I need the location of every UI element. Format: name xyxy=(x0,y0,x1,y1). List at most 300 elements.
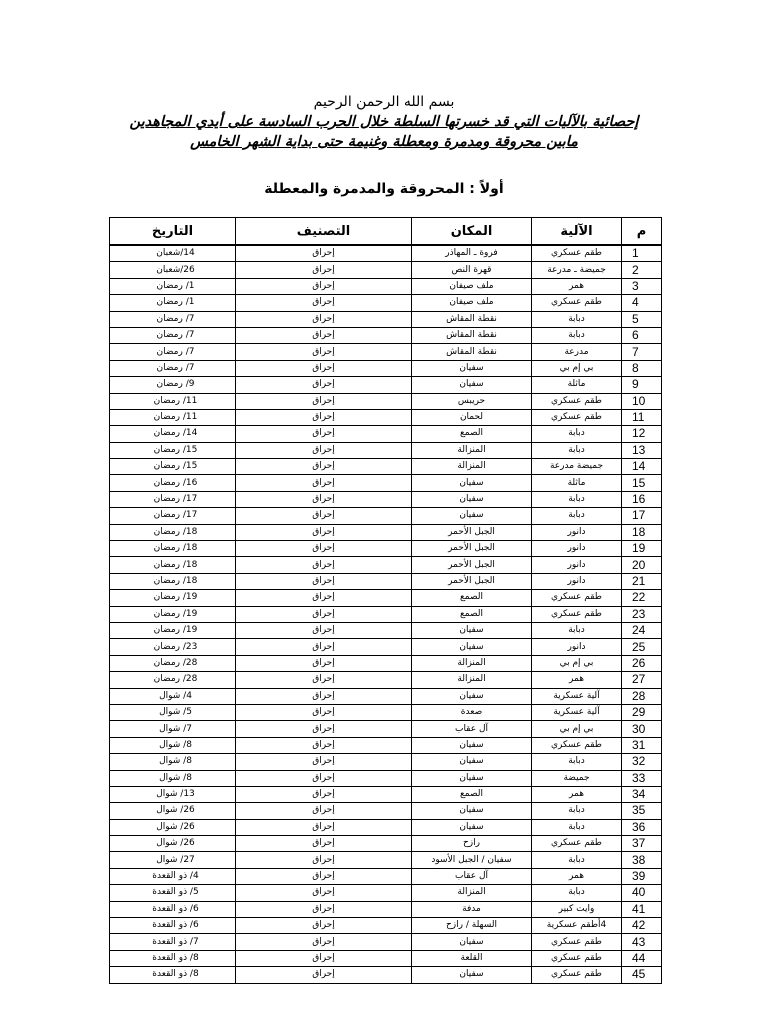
classification-cell: إحراق xyxy=(236,786,412,802)
place-cell: الجبل الأحمر xyxy=(412,524,532,540)
table-row xyxy=(110,836,662,852)
row-number-label: 16 xyxy=(632,492,646,507)
vehicle-cell: طقم عسكري xyxy=(532,590,622,606)
classification-cell: إحراق xyxy=(236,934,412,950)
table-row xyxy=(110,459,662,475)
classification-cell: إحراق xyxy=(236,541,412,557)
vehicle-cell: همر xyxy=(532,786,622,802)
row-number-label: 13 xyxy=(632,442,646,457)
date-cell: 18/ رمضان xyxy=(110,524,236,540)
place-cell: ملف صيفان xyxy=(412,295,532,311)
place-cell: حريبس xyxy=(412,393,532,409)
classification-cell: إحراق xyxy=(236,950,412,966)
classification-cell: إحراق xyxy=(236,409,412,425)
classification-cell: إحراق xyxy=(236,262,412,278)
row-number-label: 15 xyxy=(632,475,646,490)
vehicle-cell: بي إم بي xyxy=(532,360,622,376)
table-row xyxy=(110,803,662,819)
table-row xyxy=(110,278,662,294)
row-number-label: 18 xyxy=(632,524,646,539)
table-row xyxy=(110,557,662,573)
date-cell: 9/ رمضان xyxy=(110,377,236,393)
row-number-label: 10 xyxy=(632,393,646,408)
table-row xyxy=(110,327,662,343)
row-number-label: 45 xyxy=(632,967,646,982)
date-cell: 19/ رمضان xyxy=(110,622,236,638)
table-row xyxy=(110,721,662,737)
classification-cell: إحراق xyxy=(236,245,412,262)
date-cell: 26/ شوال xyxy=(110,803,236,819)
table-row xyxy=(110,508,662,524)
place-cell: الصمع xyxy=(412,426,532,442)
date-cell: 15/ رمضان xyxy=(110,459,236,475)
row-number xyxy=(622,262,662,278)
row-number-label: 34 xyxy=(632,787,646,802)
classification-cell: إحراق xyxy=(236,590,412,606)
table-row xyxy=(110,934,662,950)
classification-cell: إحراق xyxy=(236,524,412,540)
classification-cell: إحراق xyxy=(236,295,412,311)
date-cell: 14/شعبان xyxy=(110,245,236,262)
vehicle-cell: طقم عسكري xyxy=(532,409,622,425)
date-cell: 27/ شوال xyxy=(110,852,236,868)
classification-cell: إحراق xyxy=(236,754,412,770)
vehicle-cell: وايت كبير xyxy=(532,901,622,917)
classification-cell: إحراق xyxy=(236,967,412,983)
classification-cell: إحراق xyxy=(236,442,412,458)
classification-cell: إحراق xyxy=(236,278,412,294)
place-cell: سفيان xyxy=(412,754,532,770)
table-row xyxy=(110,704,662,720)
row-number-label: 3 xyxy=(632,278,639,293)
table-row xyxy=(110,967,662,983)
classification-cell: إحراق xyxy=(236,622,412,638)
vehicle-cell: جميضة مدرعة xyxy=(532,459,622,475)
table-row xyxy=(110,885,662,901)
row-number xyxy=(622,606,662,622)
row-number-label: 11 xyxy=(632,410,645,425)
date-cell: 8/ ذو القعدة xyxy=(110,967,236,983)
vehicle-cell: دبابة xyxy=(532,426,622,442)
vehicle-cell: دانور xyxy=(532,557,622,573)
row-number-label: 22 xyxy=(632,590,646,605)
classification-cell: إحراق xyxy=(236,901,412,917)
vehicle-cell: جميضة xyxy=(532,770,622,786)
place-cell: القلعة xyxy=(412,950,532,966)
place-cell: لحمان xyxy=(412,409,532,425)
table-row xyxy=(110,409,662,425)
date-cell: 6/ ذو القعدة xyxy=(110,901,236,917)
vehicle-cell: طقم عسكري xyxy=(532,967,622,983)
row-number xyxy=(622,278,662,294)
row-number-label: 1 xyxy=(632,246,639,261)
table-row xyxy=(110,541,662,557)
vehicle-cell: دبابة xyxy=(532,442,622,458)
row-number-label: 26 xyxy=(632,655,646,670)
date-cell: 28/ رمضان xyxy=(110,655,236,671)
row-number-label: 14 xyxy=(632,459,646,474)
vehicle-cell: دبابة xyxy=(532,622,622,638)
place-cell: الجبل الأحمر xyxy=(412,541,532,557)
row-number xyxy=(622,327,662,343)
classification-cell: إحراق xyxy=(236,393,412,409)
table-row xyxy=(110,491,662,507)
row-number xyxy=(622,426,662,442)
row-number-label: 40 xyxy=(632,885,646,900)
classification-cell: إحراق xyxy=(236,770,412,786)
row-number xyxy=(622,639,662,655)
vehicle-cell: دانور xyxy=(532,524,622,540)
classification-cell: إحراق xyxy=(236,508,412,524)
row-number-label: 2 xyxy=(632,262,639,277)
classification-cell: إحراق xyxy=(236,360,412,376)
table-row xyxy=(110,622,662,638)
date-cell: 8/ شوال xyxy=(110,754,236,770)
date-cell: 6/ ذو القعدة xyxy=(110,918,236,934)
date-cell: 26/شعبان xyxy=(110,262,236,278)
basmala: بسم الله الرحمن الرحيم xyxy=(313,94,455,110)
row-number xyxy=(622,508,662,524)
place-cell: سفيان xyxy=(412,475,532,491)
date-cell: 14/ رمضان xyxy=(110,426,236,442)
table-row xyxy=(110,852,662,868)
document-title: إحصائية بالآليات التي قد خسرتها السلطة خلال الحرب السادسة على أيدي المجاهدين مابين محروقة ومدمرة ومعطلة وغنيمة حتى بداية الشهر الخامس xyxy=(129,114,639,150)
row-number xyxy=(622,819,662,835)
date-cell: 7/ ذو القعدة xyxy=(110,934,236,950)
table-header-row xyxy=(110,218,662,246)
row-number xyxy=(622,688,662,704)
column-header-date: التاريخ xyxy=(110,218,236,246)
table-row xyxy=(110,737,662,753)
place-cell: نقطة المقاش xyxy=(412,327,532,343)
row-number xyxy=(622,442,662,458)
place-cell: المنزالة xyxy=(412,655,532,671)
classification-cell: إحراق xyxy=(236,918,412,934)
classification-cell: إحراق xyxy=(236,606,412,622)
vehicle-cell: طقم عسكري xyxy=(532,836,622,852)
classification-cell: إحراق xyxy=(236,426,412,442)
classification-cell: إحراق xyxy=(236,672,412,688)
row-number-label: 36 xyxy=(632,819,646,834)
row-number xyxy=(622,852,662,868)
row-number xyxy=(622,704,662,720)
place-cell: المنزالة xyxy=(412,672,532,688)
date-cell: 1/ رمضان xyxy=(110,278,236,294)
row-number xyxy=(622,557,662,573)
place-cell: الجبل الأحمر xyxy=(412,557,532,573)
place-cell: قهرة النص xyxy=(412,262,532,278)
date-cell: 7/ رمضان xyxy=(110,360,236,376)
place-cell: السهلة / رازح xyxy=(412,918,532,934)
date-cell: 28/ رمضان xyxy=(110,672,236,688)
classification-cell: إحراق xyxy=(236,573,412,589)
row-number xyxy=(622,836,662,852)
classification-cell: إحراق xyxy=(236,852,412,868)
row-number-label: 28 xyxy=(632,688,646,703)
row-number-label: 38 xyxy=(632,852,646,867)
vehicle-cell: دبابة xyxy=(532,754,622,770)
classification-cell: إحراق xyxy=(236,688,412,704)
vehicle-cell: ماثلة xyxy=(532,377,622,393)
table-row xyxy=(110,262,662,278)
place-cell: سفيان xyxy=(412,770,532,786)
vehicle-cell: دبابة xyxy=(532,885,622,901)
place-cell: سفيان xyxy=(412,819,532,835)
classification-cell: إحراق xyxy=(236,819,412,835)
table-row xyxy=(110,918,662,934)
place-cell: سفيان xyxy=(412,622,532,638)
row-number xyxy=(622,803,662,819)
place-cell: سفيان xyxy=(412,508,532,524)
table-row xyxy=(110,770,662,786)
row-number-label: 9 xyxy=(632,377,639,392)
classification-cell: إحراق xyxy=(236,885,412,901)
vehicle-cell: طقم عسكري xyxy=(532,950,622,966)
table-row xyxy=(110,344,662,360)
column-header-place: المكان xyxy=(412,218,532,246)
date-cell: 7/ رمضان xyxy=(110,344,236,360)
place-cell: المنزالة xyxy=(412,442,532,458)
table-row xyxy=(110,606,662,622)
row-number-label: 4 xyxy=(632,295,639,310)
row-number xyxy=(622,770,662,786)
vehicle-cell: دبابة xyxy=(532,311,622,327)
place-cell: نقطة المقاش xyxy=(412,344,532,360)
date-cell: 1/ رمضان xyxy=(110,295,236,311)
place-cell: رازح xyxy=(412,836,532,852)
table-row xyxy=(110,868,662,884)
date-cell: 5/ شوال xyxy=(110,704,236,720)
place-cell: سفيان xyxy=(412,688,532,704)
classification-cell: إحراق xyxy=(236,868,412,884)
place-cell: سفيان / الجبل الأسود xyxy=(412,852,532,868)
place-cell: الصمع xyxy=(412,606,532,622)
place-cell: سفيان xyxy=(412,377,532,393)
date-cell: 11/ رمضان xyxy=(110,409,236,425)
row-number xyxy=(622,885,662,901)
vehicle-cell: دانور xyxy=(532,541,622,557)
vehicle-cell: دبابة xyxy=(532,852,622,868)
date-cell: 18/ رمضان xyxy=(110,557,236,573)
row-number xyxy=(622,344,662,360)
row-number-label: 5 xyxy=(632,311,639,326)
row-number-label: 44 xyxy=(632,950,646,965)
column-header-class: التصنيف xyxy=(236,218,412,246)
row-number-label: 30 xyxy=(632,721,646,736)
row-number-label: 33 xyxy=(632,770,646,785)
row-number-label: 7 xyxy=(632,344,639,359)
place-cell: فروة ـ المهاذر xyxy=(412,245,532,262)
vehicle-cell: طقم عسكري xyxy=(532,245,622,262)
date-cell: 16/ رمضان xyxy=(110,475,236,491)
date-cell: 19/ رمضان xyxy=(110,590,236,606)
date-cell: 23/ رمضان xyxy=(110,639,236,655)
place-cell: سفيان xyxy=(412,803,532,819)
row-number-label: 41 xyxy=(632,901,646,916)
table-row xyxy=(110,573,662,589)
row-number-label: 35 xyxy=(632,803,646,818)
date-cell: 11/ رمضان xyxy=(110,393,236,409)
table-row xyxy=(110,475,662,491)
row-number xyxy=(622,245,662,262)
date-cell: 26/ شوال xyxy=(110,819,236,835)
row-number xyxy=(622,360,662,376)
table-row xyxy=(110,901,662,917)
table-row xyxy=(110,950,662,966)
place-cell: نقطة المقاش xyxy=(412,311,532,327)
date-cell: 8/ شوال xyxy=(110,737,236,753)
row-number-label: 24 xyxy=(632,623,646,638)
row-number xyxy=(622,918,662,934)
table-row xyxy=(110,524,662,540)
vehicle-cell: مدرعة xyxy=(532,344,622,360)
row-number xyxy=(622,721,662,737)
date-cell: 8/ شوال xyxy=(110,770,236,786)
vehicle-cell: ماثلة xyxy=(532,475,622,491)
place-cell: سفيان xyxy=(412,967,532,983)
place-cell: المنزالة xyxy=(412,459,532,475)
row-number-label: 23 xyxy=(632,606,646,621)
row-number xyxy=(622,622,662,638)
row-number-label: 31 xyxy=(632,737,646,752)
table-row xyxy=(110,295,662,311)
row-number xyxy=(622,524,662,540)
place-cell: ملف صيفان xyxy=(412,278,532,294)
vehicle-cell: طقم عسكري xyxy=(532,606,622,622)
row-number-label: 42 xyxy=(632,918,646,933)
vehicle-cell: دبابة xyxy=(532,491,622,507)
row-number-label: 29 xyxy=(632,705,646,720)
classification-cell: إحراق xyxy=(236,737,412,753)
table-row xyxy=(110,360,662,376)
row-number xyxy=(622,672,662,688)
vehicle-cell: دبابة xyxy=(532,327,622,343)
vehicle-cell: طقم عسكري xyxy=(532,295,622,311)
place-cell: مدفة xyxy=(412,901,532,917)
row-number xyxy=(622,459,662,475)
row-number xyxy=(622,409,662,425)
row-number xyxy=(622,475,662,491)
place-cell: الصمع xyxy=(412,590,532,606)
date-cell: 7/ رمضان xyxy=(110,327,236,343)
row-number xyxy=(622,737,662,753)
vehicle-cell: همر xyxy=(532,868,622,884)
row-number xyxy=(622,377,662,393)
vehicle-cell: آلية عسكرية xyxy=(532,704,622,720)
row-number-label: 8 xyxy=(632,360,639,375)
row-number-label: 27 xyxy=(632,672,646,687)
classification-cell: إحراق xyxy=(236,475,412,491)
row-number xyxy=(622,901,662,917)
date-cell: 15/ رمضان xyxy=(110,442,236,458)
row-number xyxy=(622,786,662,802)
place-cell: سفيان xyxy=(412,360,532,376)
table-row xyxy=(110,590,662,606)
table-row xyxy=(110,688,662,704)
table-row xyxy=(110,311,662,327)
row-number-label: 12 xyxy=(632,426,646,441)
row-number xyxy=(622,295,662,311)
row-number-label: 19 xyxy=(632,541,646,556)
date-cell: 17/ رمضان xyxy=(110,508,236,524)
place-cell: سفيان xyxy=(412,737,532,753)
vehicle-cell: طقم عسكري xyxy=(532,393,622,409)
row-number-label: 21 xyxy=(632,574,646,588)
row-number-label: 25 xyxy=(632,639,646,654)
classification-cell: إحراق xyxy=(236,557,412,573)
table-row xyxy=(110,639,662,655)
vehicle-cell: همر xyxy=(532,278,622,294)
table-row xyxy=(110,786,662,802)
date-cell: 4/ ذو القعدة xyxy=(110,868,236,884)
place-cell: صعدة xyxy=(412,704,532,720)
vehicle-cell: طقم عسكري xyxy=(532,934,622,950)
place-cell: سفيان xyxy=(412,639,532,655)
date-cell: 18/ رمضان xyxy=(110,573,236,589)
vehicle-cell: بي إم بي xyxy=(532,721,622,737)
classification-cell: إحراق xyxy=(236,639,412,655)
date-cell: 19/ رمضان xyxy=(110,606,236,622)
vehicle-cell: طقم عسكري xyxy=(532,737,622,753)
table-row xyxy=(110,672,662,688)
table-row xyxy=(110,426,662,442)
date-cell: 4/ شوال xyxy=(110,688,236,704)
row-number xyxy=(622,573,662,589)
place-cell: الصمع xyxy=(412,786,532,802)
place-cell: سفيان xyxy=(412,934,532,950)
table-body xyxy=(110,245,662,983)
classification-cell: إحراق xyxy=(236,459,412,475)
vehicle-cell: آلية عسكرية xyxy=(532,688,622,704)
vehicle-cell: جميضة ـ مدرعة xyxy=(532,262,622,278)
column-header-num: م xyxy=(622,218,662,246)
vehicle-cell: همر xyxy=(532,672,622,688)
date-cell: 13/ شوال xyxy=(110,786,236,802)
classification-cell: إحراق xyxy=(236,803,412,819)
classification-cell: إحراق xyxy=(236,704,412,720)
date-cell: 5/ ذو القعدة xyxy=(110,885,236,901)
table-row xyxy=(110,655,662,671)
column-header-item: الآلية xyxy=(532,218,622,246)
place-cell: آل عقاب xyxy=(412,868,532,884)
vehicle-cell: دبابة xyxy=(532,803,622,819)
row-number xyxy=(622,950,662,966)
table-row xyxy=(110,393,662,409)
vehicles-table xyxy=(109,217,662,984)
vehicle-cell: دانور xyxy=(532,639,622,655)
row-number xyxy=(622,868,662,884)
row-number xyxy=(622,393,662,409)
table-row xyxy=(110,754,662,770)
classification-cell: إحراق xyxy=(236,344,412,360)
row-number xyxy=(622,541,662,557)
row-number xyxy=(622,655,662,671)
row-number-label: 32 xyxy=(632,754,646,769)
vehicle-cell: بي إم بي xyxy=(532,655,622,671)
vehicle-cell: 4أطقم عسكرية xyxy=(532,918,622,934)
row-number xyxy=(622,590,662,606)
place-cell: سفيان xyxy=(412,491,532,507)
section-heading: أولاً : المحروقة والمدمرة والمعطلة xyxy=(264,181,504,197)
table-row xyxy=(110,819,662,835)
vehicle-cell: دبابة xyxy=(532,508,622,524)
classification-cell: إحراق xyxy=(236,655,412,671)
row-number-label: 6 xyxy=(632,328,639,343)
place-cell: آل عقاب xyxy=(412,721,532,737)
table-row xyxy=(110,442,662,458)
classification-cell: إحراق xyxy=(236,311,412,327)
row-number-label: 20 xyxy=(632,557,646,572)
